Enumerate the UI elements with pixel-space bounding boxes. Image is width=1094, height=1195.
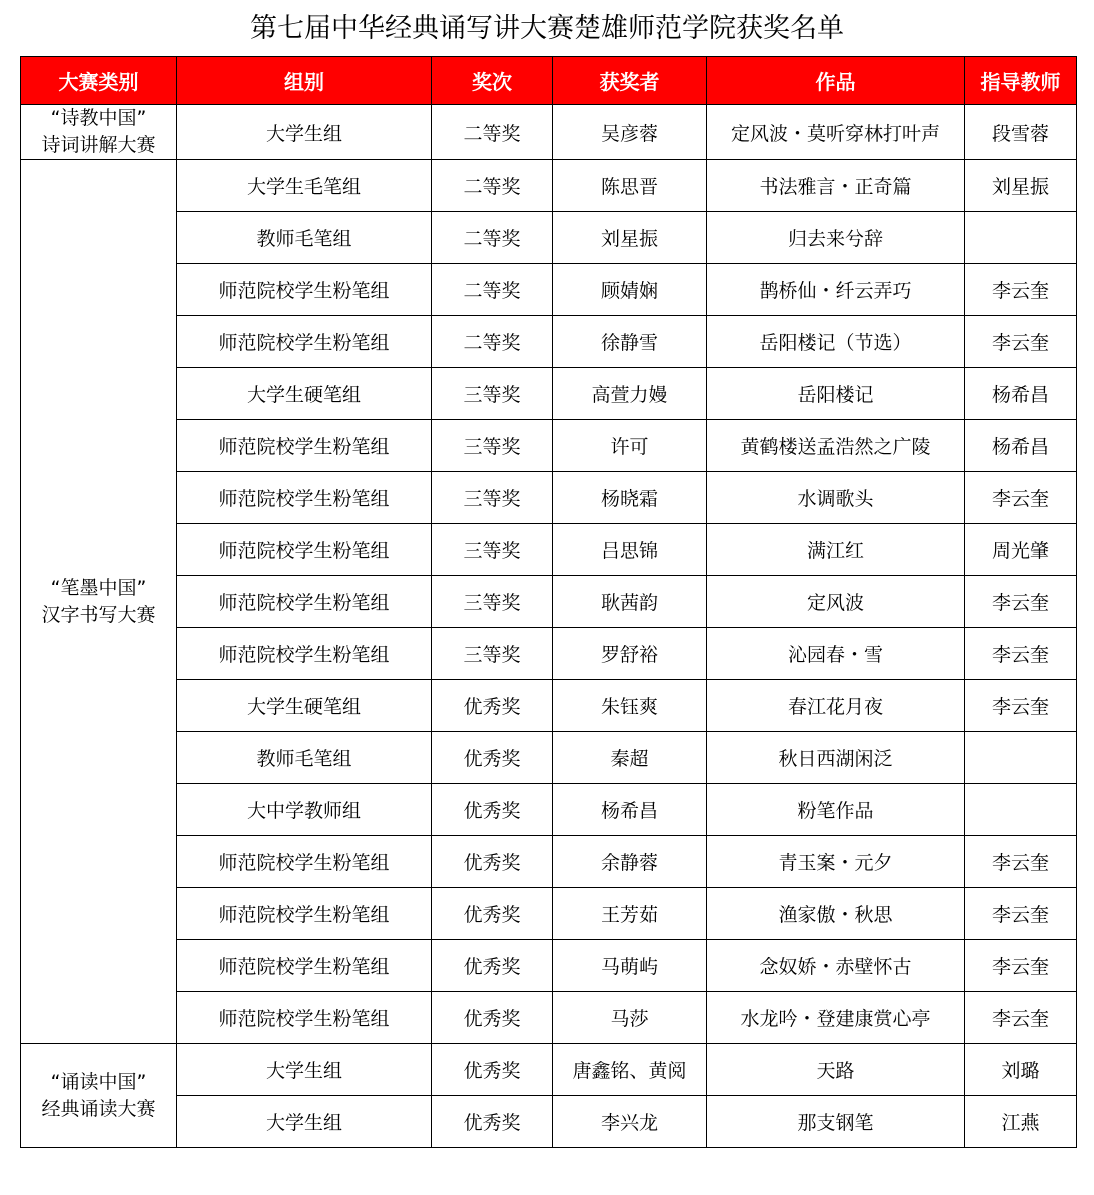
award-cell: 优秀奖 <box>432 940 553 992</box>
winner-cell: 秦超 <box>553 732 707 784</box>
group-cell: 师范院校学生粉笔组 <box>177 316 432 368</box>
group-cell: 大学生毛笔组 <box>177 160 432 212</box>
group-cell: 师范院校学生粉笔组 <box>177 472 432 524</box>
teacher-cell: 杨希昌 <box>965 420 1077 472</box>
group-cell: 师范院校学生粉笔组 <box>177 940 432 992</box>
winner-cell: 马莎 <box>553 992 707 1044</box>
table-row <box>21 368 1077 420</box>
teacher-cell: 段雪蓉 <box>965 105 1077 160</box>
table-row <box>21 212 1077 264</box>
winner-cell: 马萌屿 <box>553 940 707 992</box>
table-row <box>21 992 1077 1044</box>
group-cell: 教师毛笔组 <box>177 732 432 784</box>
table-row <box>21 1096 1077 1148</box>
teacher-cell: 周光肇 <box>965 524 1077 576</box>
teacher-cell: 李云奎 <box>965 316 1077 368</box>
teacher-cell: 李云奎 <box>965 680 1077 732</box>
winner-cell: 高萱力嫚 <box>553 368 707 420</box>
teacher-cell: 李云奎 <box>965 836 1077 888</box>
award-cell: 优秀奖 <box>432 1044 553 1096</box>
work-cell: 定风波 <box>707 576 965 628</box>
teacher-cell: 李云奎 <box>965 940 1077 992</box>
teacher-cell: 李云奎 <box>965 472 1077 524</box>
winner-cell: 王芳茹 <box>553 888 707 940</box>
table-row <box>21 420 1077 472</box>
table-row <box>21 836 1077 888</box>
group-cell: 大学生组 <box>177 1096 432 1148</box>
teacher-cell: 刘星振 <box>965 160 1077 212</box>
work-cell: 天路 <box>707 1044 965 1096</box>
category-name-line2: 诗词讲解大赛 <box>41 134 156 156</box>
table-row <box>21 940 1077 992</box>
category-name-line1: “笔墨中国” <box>50 576 147 599</box>
category-name-line2: 汉字书写大赛 <box>41 603 156 626</box>
teacher-cell: 江燕 <box>965 1096 1077 1148</box>
teacher-cell: 刘璐 <box>965 1044 1077 1096</box>
teacher-cell <box>965 212 1077 264</box>
winner-cell: 唐鑫铭、黄阅 <box>553 1044 707 1096</box>
group-cell: 教师毛笔组 <box>177 212 432 264</box>
winner-cell: 余静蓉 <box>553 836 707 888</box>
award-cell: 二等奖 <box>432 264 553 316</box>
table-row <box>21 264 1077 316</box>
award-cell: 二等奖 <box>432 212 553 264</box>
work-cell: 那支钢笔 <box>707 1096 965 1148</box>
group-cell: 大中学教师组 <box>177 784 432 836</box>
group-cell: 师范院校学生粉笔组 <box>177 524 432 576</box>
group-cell: 大学生硬笔组 <box>177 680 432 732</box>
work-cell: 青玉案・元夕 <box>707 836 965 888</box>
work-cell: 念奴娇・赤壁怀古 <box>707 940 965 992</box>
award-cell: 二等奖 <box>432 160 553 212</box>
work-cell: 满江红 <box>707 524 965 576</box>
work-cell: 沁园春・雪 <box>707 628 965 680</box>
table-row <box>21 316 1077 368</box>
header-row <box>21 57 1077 105</box>
page-title: 第七届中华经典诵写讲大赛楚雄师范学院获奖名单 <box>250 13 844 44</box>
award-cell: 优秀奖 <box>432 680 553 732</box>
table-row <box>21 784 1077 836</box>
work-cell: 书法雅言・正奇篇 <box>707 160 965 212</box>
award-cell: 优秀奖 <box>432 784 553 836</box>
table-row <box>21 472 1077 524</box>
award-cell: 二等奖 <box>432 316 553 368</box>
work-cell: 黄鹤楼送孟浩然之广陵 <box>707 420 965 472</box>
group-cell: 师范院校学生粉笔组 <box>177 628 432 680</box>
group-cell: 大学生硬笔组 <box>177 368 432 420</box>
work-cell: 定风波・莫听穿林打叶声 <box>707 105 965 160</box>
group-cell: 师范院校学生粉笔组 <box>177 576 432 628</box>
group-cell: 师范院校学生粉笔组 <box>177 836 432 888</box>
column-header-work: 作品 <box>707 57 965 105</box>
award-cell: 优秀奖 <box>432 888 553 940</box>
award-cell: 优秀奖 <box>432 836 553 888</box>
work-cell: 水调歌头 <box>707 472 965 524</box>
column-header-winner: 获奖者 <box>553 57 707 105</box>
table-row <box>21 160 1077 212</box>
award-cell: 三等奖 <box>432 368 553 420</box>
work-cell: 渔家傲・秋思 <box>707 888 965 940</box>
category-cell <box>21 160 177 1044</box>
award-cell: 三等奖 <box>432 524 553 576</box>
award-cell: 三等奖 <box>432 420 553 472</box>
winner-cell: 刘星振 <box>553 212 707 264</box>
winner-cell: 杨晓霜 <box>553 472 707 524</box>
award-cell: 三等奖 <box>432 576 553 628</box>
award-cell: 优秀奖 <box>432 992 553 1044</box>
column-header-teacher: 指导教师 <box>965 57 1077 105</box>
teacher-cell: 李云奎 <box>965 628 1077 680</box>
winner-cell: 吴彦蓉 <box>553 105 707 160</box>
award-cell: 优秀奖 <box>432 732 553 784</box>
teacher-cell: 杨希昌 <box>965 368 1077 420</box>
winner-cell: 吕思锦 <box>553 524 707 576</box>
work-cell: 粉笔作品 <box>707 784 965 836</box>
table-row <box>21 105 1077 160</box>
teacher-cell <box>965 732 1077 784</box>
category-cell <box>21 1044 177 1148</box>
award-cell: 三等奖 <box>432 628 553 680</box>
category-name-line1: “诗教中国” <box>50 107 147 129</box>
group-cell: 大学生组 <box>177 1044 432 1096</box>
winner-cell: 朱钰爽 <box>553 680 707 732</box>
winner-cell: 罗舒裕 <box>553 628 707 680</box>
work-cell: 秋日西湖闲泛 <box>707 732 965 784</box>
table-row <box>21 1044 1077 1096</box>
work-cell: 归去来兮辞 <box>707 212 965 264</box>
column-header-category: 大赛类别 <box>21 57 177 105</box>
winner-cell: 李兴龙 <box>553 1096 707 1148</box>
winner-cell: 许可 <box>553 420 707 472</box>
group-cell: 师范院校学生粉笔组 <box>177 264 432 316</box>
work-cell: 水龙吟・登建康赏心亭 <box>707 992 965 1044</box>
teacher-cell: 李云奎 <box>965 992 1077 1044</box>
table-row <box>21 680 1077 732</box>
awards-table <box>20 56 1077 1148</box>
work-cell: 春江花月夜 <box>707 680 965 732</box>
award-cell: 三等奖 <box>432 472 553 524</box>
group-cell: 师范院校学生粉笔组 <box>177 992 432 1044</box>
category-cell <box>21 105 177 160</box>
work-cell: 岳阳楼记（节选） <box>707 316 965 368</box>
group-cell: 师范院校学生粉笔组 <box>177 420 432 472</box>
award-cell: 二等奖 <box>432 105 553 160</box>
winner-cell: 陈思晋 <box>553 160 707 212</box>
group-cell: 师范院校学生粉笔组 <box>177 888 432 940</box>
work-cell: 岳阳楼记 <box>707 368 965 420</box>
column-header-group: 组别 <box>177 57 432 105</box>
table-header <box>21 57 1077 105</box>
teacher-cell <box>965 784 1077 836</box>
group-cell: 大学生组 <box>177 105 432 160</box>
teacher-cell: 李云奎 <box>965 888 1077 940</box>
category-name-line1: “诵读中国” <box>50 1070 147 1093</box>
table-row <box>21 888 1077 940</box>
table-row <box>21 732 1077 784</box>
winner-cell: 顾婧娴 <box>553 264 707 316</box>
table-row <box>21 524 1077 576</box>
table-body <box>21 105 1077 1148</box>
category-name-line2: 经典诵读大赛 <box>41 1097 156 1120</box>
work-cell: 鹊桥仙・纤云弄巧 <box>707 264 965 316</box>
winner-cell: 耿茜韵 <box>553 576 707 628</box>
teacher-cell: 李云奎 <box>965 264 1077 316</box>
table-row <box>21 576 1077 628</box>
award-cell: 优秀奖 <box>432 1096 553 1148</box>
teacher-cell: 李云奎 <box>965 576 1077 628</box>
column-header-award: 奖次 <box>432 57 553 105</box>
winner-cell: 杨希昌 <box>553 784 707 836</box>
winner-cell: 徐静雪 <box>553 316 707 368</box>
table-row <box>21 628 1077 680</box>
